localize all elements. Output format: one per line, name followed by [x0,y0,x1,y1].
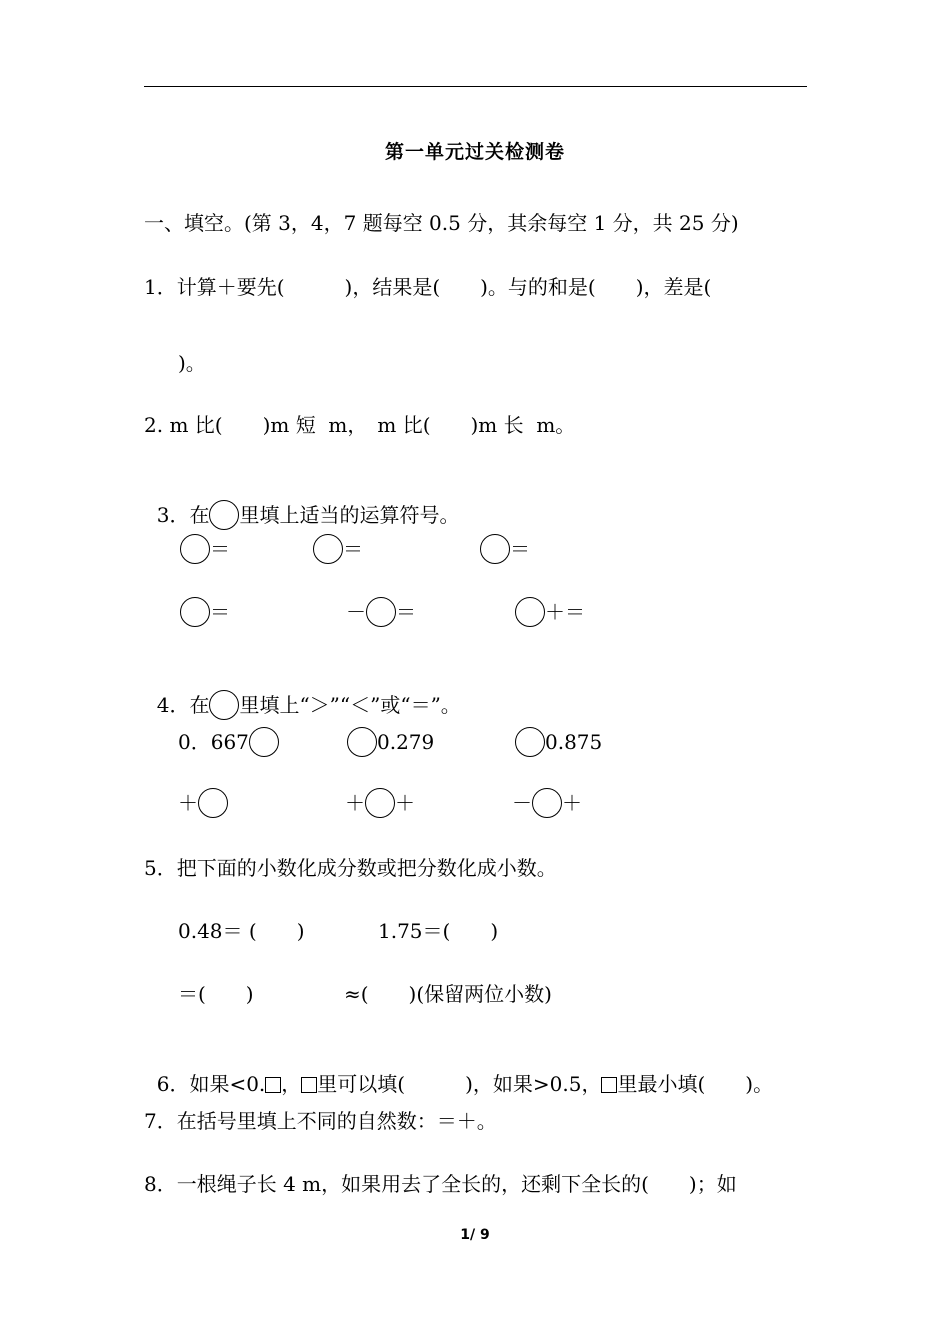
q4-number: 0.875 [545,730,603,754]
q5-item-2: 1.75＝( ) [378,919,499,943]
compare-circle[interactable] [532,788,562,818]
minus-sign: － [512,791,532,815]
q5-item-1: 0.48＝ ( ) [178,919,305,943]
question-4 [144,664,461,720]
question-1-line-2: )。 [178,351,206,375]
question-3-prefix: 3．在 [156,503,210,527]
q3-item-1 [180,534,230,564]
equals-sign: ＝ [210,600,230,624]
q4-item-4 [178,788,228,818]
compare-circle[interactable] [198,788,228,818]
q5-item-3: ＝( ) [178,982,254,1006]
circle-blank-icon [209,690,239,720]
q3-item-6 [515,597,585,627]
section-heading: 一、填空。(第 3，4，7 题每空 0.5 分，其余每空 1 分，共 25 分) [144,211,739,235]
equals-sign: ＝ [565,600,585,624]
q6-part-1: 6．如果<0. [156,1072,266,1096]
compare-circle[interactable] [249,727,279,757]
square-blank-icon [265,1077,281,1093]
q4-number: 0．667 [178,730,249,754]
equals-sign: ＝ [343,537,363,561]
plus-sign: ＋ [395,791,415,815]
equals-sign: ＝ [510,537,530,561]
operator-circle[interactable] [480,534,510,564]
question-4-suffix: 里填上“＞”“＜”或“＝”。 [239,693,461,717]
question-6 [144,1045,773,1097]
question-4-prefix: 4．在 [156,693,210,717]
q3-item-4 [180,597,230,627]
minus-sign: － [346,600,366,624]
operator-circle[interactable] [515,597,545,627]
question-5: 5．把下面的小数化成分数或把分数化成小数。 [144,856,557,880]
q3-item-5 [346,597,416,627]
q6-part-3: 里可以填( )，如果>0.5， [317,1072,602,1096]
compare-circle[interactable] [365,788,395,818]
compare-circle[interactable] [347,727,377,757]
question-7: 7．在括号里填上不同的自然数：＝＋。 [144,1109,497,1133]
operator-circle[interactable] [366,597,396,627]
q3-item-3 [480,534,530,564]
q4-number: 0.279 [377,730,435,754]
operator-circle[interactable] [313,534,343,564]
equals-sign: ＝ [210,537,230,561]
page-title: 第一单元过关检测卷 [384,141,565,163]
q3-item-2 [313,534,363,564]
square-blank-icon [601,1077,617,1093]
plus-sign: ＋ [562,791,582,815]
question-1-line-1: 1．计算＋要先( )，结果是( )。与的和是( )，差是( [144,275,712,299]
circle-blank-icon [209,500,239,530]
q5-item-4: ≈( )(保留两位小数) [344,982,552,1006]
plus-sign: ＋ [545,600,565,624]
q4-item-5 [345,788,415,818]
equals-sign: ＝ [396,600,416,624]
compare-circle[interactable] [515,727,545,757]
question-8: 8．一根绳子长 4 m，如果用去了全长的，还剩下全长的( )；如 [144,1172,737,1196]
question-2: 2. m 比( )m 短 m， m 比( )m 长 m。 [144,413,576,437]
q4-item-3 [515,727,602,757]
operator-circle[interactable] [180,597,210,627]
square-blank-icon [301,1077,317,1093]
operator-circle[interactable] [180,534,210,564]
q4-item-6 [512,788,582,818]
plus-sign: ＋ [178,791,198,815]
q6-part-4: 里最小填( )。 [617,1072,774,1096]
question-3-suffix: 里填上适当的运算符号。 [239,503,460,527]
page-number: 1/ 9 [460,1227,490,1243]
header-rule [144,86,807,87]
plus-sign: ＋ [345,791,365,815]
question-3 [144,474,459,530]
q4-item-1 [178,727,279,757]
q6-part-2: ， [281,1072,302,1096]
q4-item-2 [347,727,434,757]
